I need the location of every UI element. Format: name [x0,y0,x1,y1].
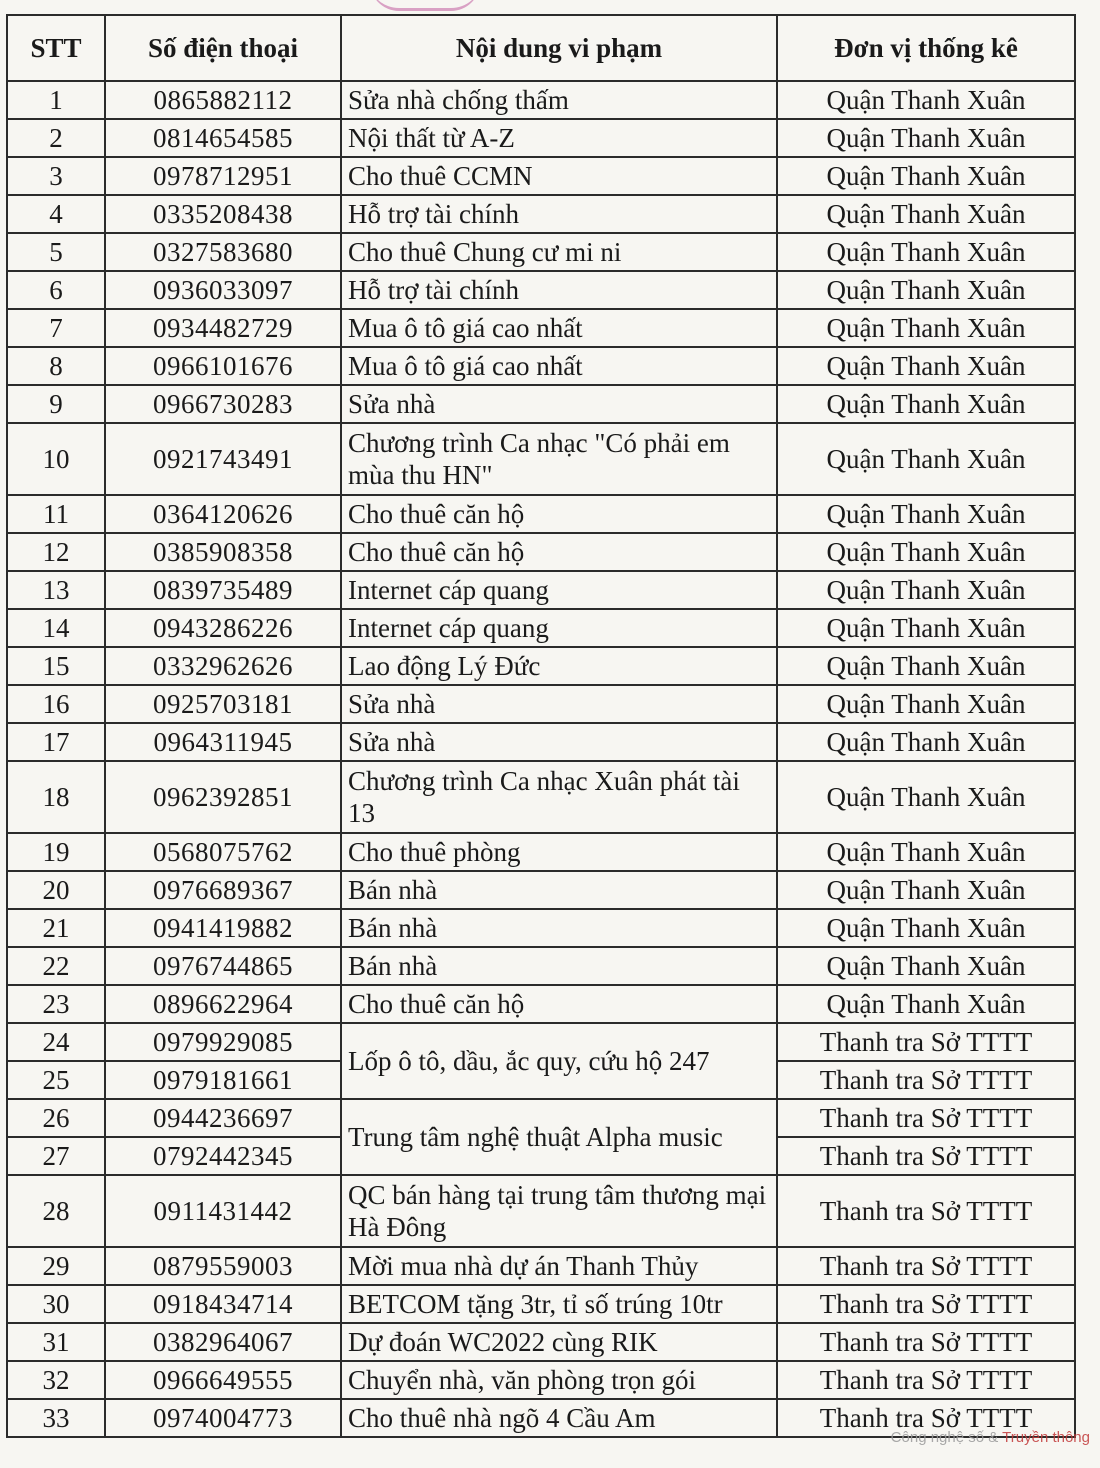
row-stt: 19 [7,833,105,871]
row-stt: 23 [7,985,105,1023]
row-content: Mua ô tô giá cao nhất [341,347,777,385]
row-unit: Thanh tra Sở TTTT [777,1175,1075,1247]
watermark-part1: Công nghệ số [890,1429,985,1446]
row-unit: Thanh tra Sở TTTT [777,1023,1075,1061]
row-phone: 0568075762 [105,833,341,871]
row-phone: 0879559003 [105,1247,341,1285]
table-row [7,871,1075,909]
header-content: Nội dung vi phạm [341,15,777,81]
row-unit: Quận Thanh Xuân [777,157,1075,195]
row-stt: 18 [7,761,105,833]
table-row [7,571,1075,609]
row-phone: 0964311945 [105,723,341,761]
row-phone: 0364120626 [105,495,341,533]
row-phone: 0921743491 [105,423,341,495]
table-row [7,1099,1075,1137]
row-phone: 0327583680 [105,233,341,271]
row-phone: 0925703181 [105,685,341,723]
row-stt: 24 [7,1023,105,1061]
row-content: Sửa nhà [341,685,777,723]
row-stt: 26 [7,1099,105,1137]
row-content: Cho thuê phòng [341,833,777,871]
table-row [7,833,1075,871]
row-content: Cho thuê căn hộ [341,495,777,533]
row-content: Sửa nhà chống thấm [341,81,777,119]
row-unit: Quận Thanh Xuân [777,985,1075,1023]
row-phone: 0979181661 [105,1061,341,1099]
row-content: Cho thuê nhà ngõ 4 Cầu Am [341,1399,777,1437]
row-unit: Thanh tra Sở TTTT [777,1137,1075,1175]
table-row [7,271,1075,309]
row-stt: 10 [7,423,105,495]
row-unit: Quận Thanh Xuân [777,947,1075,985]
row-phone: 0918434714 [105,1285,341,1323]
row-unit: Quận Thanh Xuân [777,81,1075,119]
row-content: Cho thuê căn hộ [341,533,777,571]
row-content: Mua ô tô giá cao nhất [341,309,777,347]
row-content: Chương trình Ca nhạc Xuân phát tài 13 [341,761,777,833]
row-phone: 0976689367 [105,871,341,909]
row-phone: 0966649555 [105,1361,341,1399]
row-stt: 2 [7,119,105,157]
table-row [7,1285,1075,1323]
row-stt: 7 [7,309,105,347]
row-phone: 0839735489 [105,571,341,609]
top-stamp-edge [370,0,480,11]
row-content: Hỗ trợ tài chính [341,271,777,309]
table-row [7,533,1075,571]
row-phone: 0385908358 [105,533,341,571]
row-unit: Quận Thanh Xuân [777,761,1075,833]
row-unit: Quận Thanh Xuân [777,533,1075,571]
row-phone: 0944236697 [105,1099,341,1137]
row-stt: 32 [7,1361,105,1399]
violations-table [6,14,1076,1438]
row-unit: Thanh tra Sở TTTT [777,1399,1075,1437]
row-phone: 0934482729 [105,309,341,347]
row-unit: Quận Thanh Xuân [777,685,1075,723]
row-content: Trung tâm nghệ thuật Alpha music [341,1099,777,1175]
row-phone: 0792442345 [105,1137,341,1175]
table-row [7,723,1075,761]
row-unit: Quận Thanh Xuân [777,909,1075,947]
row-phone: 0941419882 [105,909,341,947]
row-content: Bán nhà [341,947,777,985]
row-content: Mời mua nhà dự án Thanh Thủy [341,1247,777,1285]
row-unit: Quận Thanh Xuân [777,119,1075,157]
row-phone: 0911431442 [105,1175,341,1247]
row-stt: 20 [7,871,105,909]
row-unit: Thanh tra Sở TTTT [777,1285,1075,1323]
row-unit: Thanh tra Sở TTTT [777,1099,1075,1137]
row-content: QC bán hàng tại trung tâm thương mại Hà Đông [341,1175,777,1247]
row-content: Nội thất từ A-Z [341,119,777,157]
row-stt: 5 [7,233,105,271]
row-content: Bán nhà [341,909,777,947]
row-stt: 30 [7,1285,105,1323]
row-phone: 0382964067 [105,1323,341,1361]
table-row [7,761,1075,833]
table-row [7,909,1075,947]
row-stt: 17 [7,723,105,761]
row-content: Dự đoán WC2022 cùng RIK [341,1323,777,1361]
table-row [7,947,1075,985]
header-phone: Số điện thoại [105,15,341,81]
row-content: Chương trình Ca nhạc "Có phải em mùa thu HN" [341,423,777,495]
table-row [7,195,1075,233]
row-stt: 4 [7,195,105,233]
row-stt: 25 [7,1061,105,1099]
row-phone: 0976744865 [105,947,341,985]
row-phone: 0943286226 [105,609,341,647]
watermark [891,1429,1090,1446]
header-stt: STT [7,15,105,81]
row-phone: 0896622964 [105,985,341,1023]
row-phone: 0332962626 [105,647,341,685]
row-unit: Quận Thanh Xuân [777,647,1075,685]
table-row [7,233,1075,271]
table-body [7,81,1075,1437]
row-stt: 33 [7,1399,105,1437]
row-unit: Quận Thanh Xuân [777,347,1075,385]
row-unit: Thanh tra Sở TTTT [777,1323,1075,1361]
row-phone: 0978712951 [105,157,341,195]
table-header-row [7,15,1075,81]
watermark-amp: & [984,1429,1003,1446]
table-row [7,119,1075,157]
table-row [7,1247,1075,1285]
row-stt: 16 [7,685,105,723]
table-row [7,685,1075,723]
row-unit: Thanh tra Sở TTTT [777,1247,1075,1285]
row-unit: Quận Thanh Xuân [777,833,1075,871]
row-stt: 9 [7,385,105,423]
row-content: Chuyển nhà, văn phòng trọn gói [341,1361,777,1399]
table-row [7,1323,1075,1361]
row-phone: 0966730283 [105,385,341,423]
row-stt: 31 [7,1323,105,1361]
table-row [7,1361,1075,1399]
table-row [7,609,1075,647]
table-row [7,1023,1075,1061]
row-content: Internet cáp quang [341,571,777,609]
row-unit: Quận Thanh Xuân [777,385,1075,423]
row-unit: Quận Thanh Xuân [777,571,1075,609]
row-stt: 21 [7,909,105,947]
row-content: Lốp ô tô, dầu, ắc quy, cứu hộ 247 [341,1023,777,1099]
row-stt: 14 [7,609,105,647]
row-stt: 29 [7,1247,105,1285]
row-unit: Quận Thanh Xuân [777,871,1075,909]
table-row [7,495,1075,533]
row-stt: 13 [7,571,105,609]
row-unit: Quận Thanh Xuân [777,271,1075,309]
row-stt: 1 [7,81,105,119]
row-content: Sửa nhà [341,723,777,761]
row-unit: Quận Thanh Xuân [777,309,1075,347]
table-row [7,985,1075,1023]
header-unit: Đơn vị thống kê [777,15,1075,81]
row-phone: 0966101676 [105,347,341,385]
table-row [7,309,1075,347]
row-unit: Quận Thanh Xuân [777,609,1075,647]
table-row [7,157,1075,195]
row-unit: Quận Thanh Xuân [777,195,1075,233]
watermark-part2: Truyền thông [1002,1429,1090,1446]
row-stt: 8 [7,347,105,385]
row-stt: 22 [7,947,105,985]
row-content: Hỗ trợ tài chính [341,195,777,233]
row-phone: 0335208438 [105,195,341,233]
row-stt: 6 [7,271,105,309]
row-phone: 0814654585 [105,119,341,157]
row-phone: 0979929085 [105,1023,341,1061]
row-unit: Quận Thanh Xuân [777,423,1075,495]
table-row [7,385,1075,423]
row-phone: 0936033097 [105,271,341,309]
row-unit: Thanh tra Sở TTTT [777,1061,1075,1099]
row-stt: 12 [7,533,105,571]
row-phone: 0865882112 [105,81,341,119]
row-stt: 28 [7,1175,105,1247]
row-stt: 3 [7,157,105,195]
row-stt: 11 [7,495,105,533]
row-stt: 15 [7,647,105,685]
row-unit: Quận Thanh Xuân [777,495,1075,533]
row-unit: Thanh tra Sở TTTT [777,1361,1075,1399]
row-content: Sửa nhà [341,385,777,423]
row-content: Lao động Lý Đức [341,647,777,685]
table-row [7,81,1075,119]
row-unit: Quận Thanh Xuân [777,233,1075,271]
table-row [7,647,1075,685]
row-unit: Quận Thanh Xuân [777,723,1075,761]
row-content: BETCOM tặng 3tr, tỉ số trúng 10tr [341,1285,777,1323]
table-row [7,1175,1075,1247]
row-phone: 0962392851 [105,761,341,833]
row-phone: 0974004773 [105,1399,341,1437]
row-content: Bán nhà [341,871,777,909]
row-content: Cho thuê Chung cư mi ni [341,233,777,271]
table-row [7,347,1075,385]
row-content: Cho thuê căn hộ [341,985,777,1023]
table-row [7,423,1075,495]
row-content: Internet cáp quang [341,609,777,647]
row-stt: 27 [7,1137,105,1175]
row-content: Cho thuê CCMN [341,157,777,195]
